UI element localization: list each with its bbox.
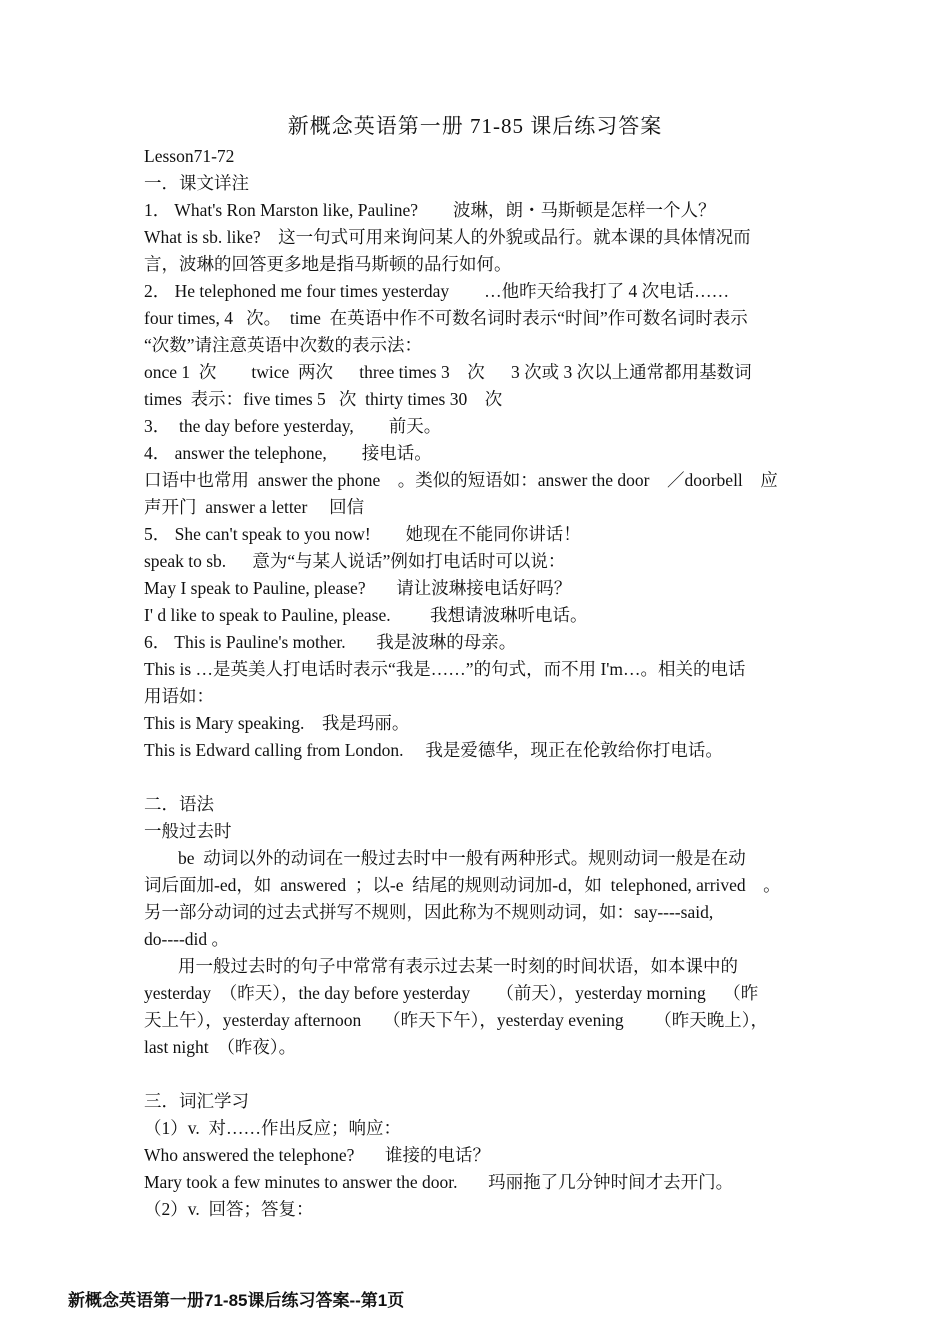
text-line: 声开门 answer a letter 回信 [144, 497, 365, 517]
text-line: speak to sb. 意为“与某人说话”例如打电话时可以说： [144, 551, 566, 571]
text-line: be 动词以外的动词在一般过去时中一般有两种形式。规则动词一般是在动 [178, 848, 746, 868]
text-line: 言，波琳的回答更多地是指马斯顿的品行如何。 [144, 254, 512, 274]
text-line: last night （昨夜）。 [144, 1037, 297, 1057]
section-heading-grammar: 二．语法 [144, 794, 214, 814]
text-line: do----did 。 [144, 929, 230, 949]
page-footer: 新概念英语第一册71-85课后练习答案--第1页 [68, 1291, 405, 1310]
text-line: This is Edward calling from London. 我是爱德华，现正在伦敦给你打电话。 [144, 740, 723, 760]
text-line: （2）v. 回答；答复： [144, 1199, 314, 1219]
text-line: （1）v. 对……作出反应；响应： [144, 1118, 401, 1138]
text-line: 词后面加-ed，如 answered ；以-e 结尾的规则动词加-d，如 telephoned, arrived 。 [144, 875, 781, 895]
text-line: May I speak to Pauline, please? 请让波琳接电话好吗？ [144, 578, 572, 598]
text-line: “次数”请注意英语中次数的表示法： [144, 335, 423, 355]
text-line: 另一部分动词的过去式拼写不规则，因此称为不规则动词，如：say----said, [144, 902, 714, 922]
text-line: 用一般过去时的句子中常常有表示过去某一时刻的时间状语，如本课中的 [178, 956, 738, 976]
blank-line [144, 764, 808, 791]
text-line: 3． the day before yesterday, 前天。 [144, 416, 442, 436]
subheading-past-tense: 一般过去时 [144, 821, 232, 841]
text-line: times 表示：five times 5 次 thirty times 30 次 [144, 389, 503, 409]
text-line: This is Mary speaking. 我是玛丽。 [144, 713, 410, 733]
text-line: 1． What's Ron Marston like, Pauline? 波琳，朗・马斯顿是怎样一个人？ [144, 200, 716, 220]
text-line: yesterday （昨天），the day before yesterday （前天），yesterday morning （昨 [144, 983, 759, 1003]
document-body [144, 143, 808, 1223]
text-line: 6． This is Pauline's mother. 我是波琳的母亲。 [144, 632, 517, 652]
document-title: 新概念英语第一册 71-85 课后练习答案 [287, 114, 663, 138]
text-line: 4． answer the telephone, 接电话。 [144, 443, 432, 463]
text-line: This is …是英美人打电话时表示“我是……”的句式，而不用 I'm…。相关的电话 [144, 659, 746, 679]
text-line: 用语如： [144, 686, 214, 706]
section-heading-vocabulary: 三．词汇学习 [144, 1091, 249, 1111]
lesson-heading: Lesson71-72 [144, 146, 235, 166]
text-line: once 1 次 twice 两次 three times 3 次 3 次或 3 次以上通常都用基数词 [144, 362, 752, 382]
text-line: What is sb. like? 这一句式可用来询问某人的外貌或品行。就本课的具体情况而 [144, 227, 751, 247]
blank-line [144, 1061, 808, 1088]
text-line: 天上午），yesterday afternoon （昨天下午），yesterday evening （昨天晚上）， [144, 1010, 769, 1030]
text-line: Mary took a few minutes to answer the door. 玛丽拖了几分钟时间才去开门。 [144, 1172, 734, 1192]
text-line: 口语中也常用 answer the phone 。类似的短语如：answer the door ／doorbell 应 [144, 470, 778, 490]
section-heading-notes: 一．课文详注 [144, 173, 249, 193]
text-line: 2． He telephoned me four times yesterday …他昨天给我打了 4 次电话…… [144, 281, 730, 301]
text-line: 5． She can't speak to you now! 她现在不能同你讲话！ [144, 524, 581, 544]
text-line: I' d like to speak to Pauline, please. 我想请波琳听电话。 [144, 605, 588, 625]
text-line: four times, 4 次。 time 在英语中作不可数名词时表示“时间”作可数名词时表示 [144, 308, 748, 328]
text-line: Who answered the telephone? 谁接的电话？ [144, 1145, 491, 1165]
